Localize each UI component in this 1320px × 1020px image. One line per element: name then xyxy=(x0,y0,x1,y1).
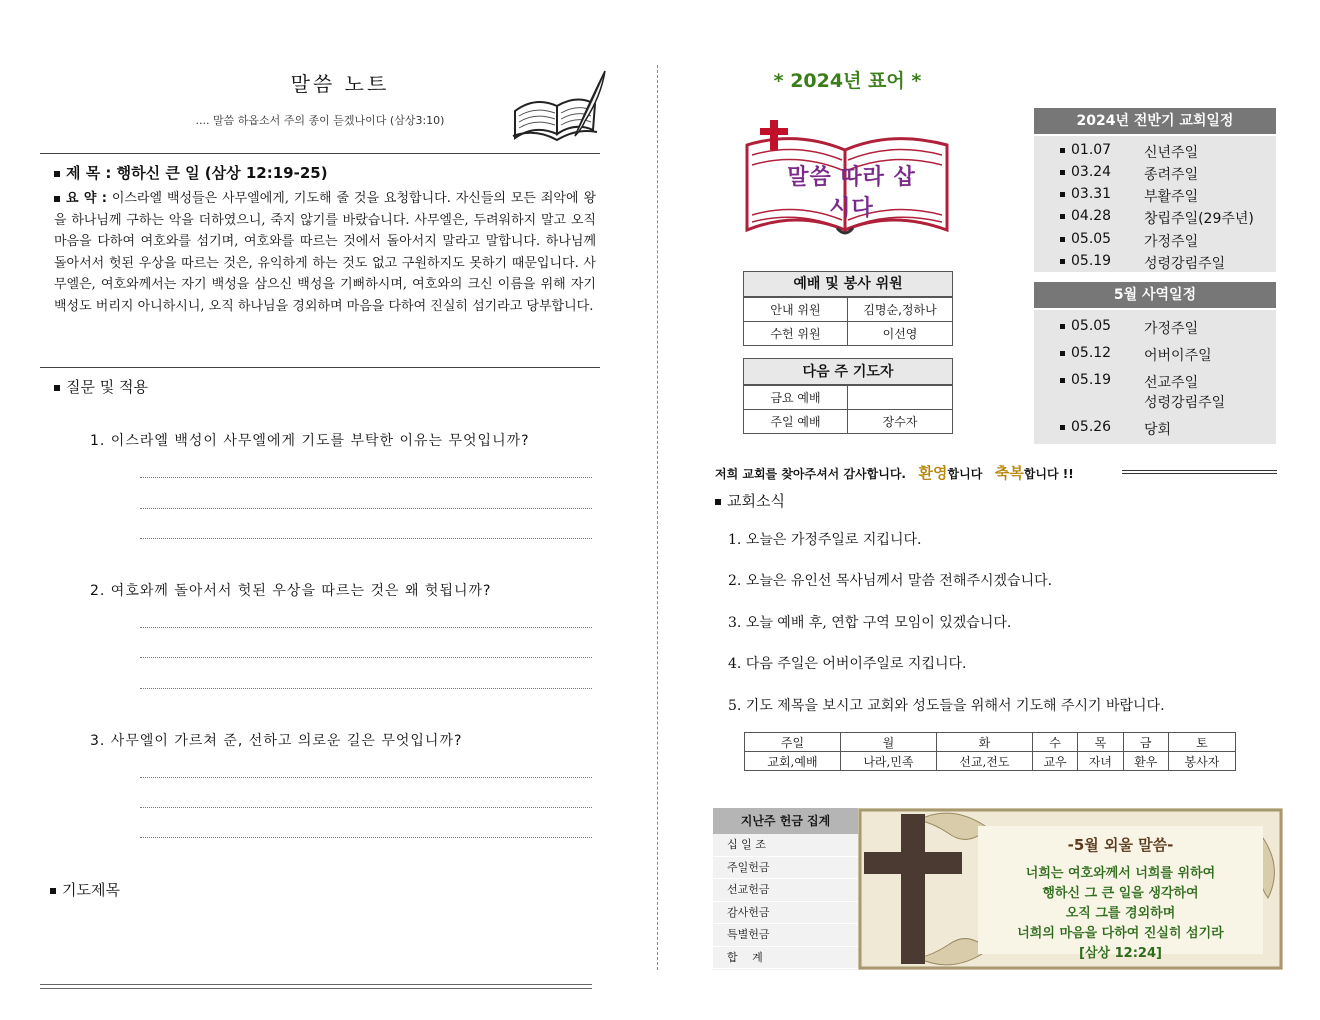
welcome-rule xyxy=(1122,470,1277,474)
service-committee-title: 예배 및 봉사 위원 xyxy=(743,271,953,297)
cross-icon xyxy=(864,814,962,964)
schedule-name: 선교주일 xyxy=(1144,375,1199,391)
news-item: 1. 오늘은 가정주일로 지킵니다. xyxy=(728,532,922,548)
answer-line[interactable] xyxy=(140,538,592,539)
schedule-name: 성령강림주일 xyxy=(1144,395,1226,411)
service-committee-table xyxy=(743,297,953,346)
schedule-date: 05.12 xyxy=(1071,345,1112,361)
day-cell: 금 xyxy=(1123,733,1168,752)
schedule-date: 05.26 xyxy=(1071,419,1112,435)
bullet-icon xyxy=(1060,192,1065,197)
offering-item: 합 계 xyxy=(713,947,858,970)
memory-verse-title: -5월 외울 말씀- xyxy=(1067,836,1174,854)
welcome-lead: 저희 교회를 찾아주셔서 감사합니다. xyxy=(715,467,906,481)
answer-line[interactable] xyxy=(140,777,592,778)
motto-title: * 2024년 표어 * xyxy=(773,70,922,92)
bullet-icon xyxy=(1060,259,1065,264)
schedule-date: 05.19 xyxy=(1071,372,1112,388)
table-row xyxy=(744,298,953,322)
table-row xyxy=(744,322,953,346)
day-cell: 화 xyxy=(936,733,1032,752)
news-item: 4. 다음 주일은 어버이주일로 지킵니다. xyxy=(728,656,967,672)
news-item: 3. 오늘 예배 후, 연합 구역 모임이 있겠습니다. xyxy=(728,615,1012,631)
sermon-title-label: 제 목 : xyxy=(66,164,112,182)
service-cell: 주일 예배 xyxy=(744,410,848,434)
note-verse: .... 말씀 하옵소서 주의 종이 듣겠나이다 (삼상3:10) xyxy=(195,114,445,127)
welcome-word: 환영 xyxy=(918,464,948,482)
divider-line xyxy=(40,153,600,154)
schedule-name: 창립주일(29주년) xyxy=(1144,211,1254,227)
table-row xyxy=(745,733,1236,752)
bullet-icon xyxy=(1060,351,1065,356)
bullet-icon xyxy=(50,888,56,894)
offering-item: 십 일 조 xyxy=(713,834,858,857)
bullet-icon xyxy=(54,171,60,177)
bullet-icon xyxy=(1060,425,1065,430)
sermon-summary xyxy=(54,188,596,317)
offering-item: 감사헌금 xyxy=(713,902,858,925)
schedule-name: 종려주일 xyxy=(1144,167,1199,183)
news-item: 2. 오늘은 유인선 목사님께서 말씀 전해주시겠습니다. xyxy=(728,573,1053,589)
summary-label: 요 약 : xyxy=(66,191,107,206)
weekly-prayer-table xyxy=(744,732,1236,771)
offering-item: 주일헌금 xyxy=(713,857,858,880)
offering-title: 지난주 헌금 집계 xyxy=(713,808,858,834)
schedule-name: 가정주일 xyxy=(1144,234,1199,250)
offering-item: 특별헌금 xyxy=(713,924,858,947)
schedule-date: 05.05 xyxy=(1071,318,1112,334)
answer-line[interactable] xyxy=(140,837,592,838)
schedule-date: 03.31 xyxy=(1071,186,1112,202)
news-item: 5. 기도 제목을 보시고 교회와 성도들을 위해서 기도해 주시기 바랍니다. xyxy=(728,698,1165,714)
bottom-rule xyxy=(40,984,592,985)
day-cell: 목 xyxy=(1078,733,1123,752)
answer-line[interactable] xyxy=(140,657,592,658)
bullet-icon xyxy=(1060,324,1065,329)
sermon-title-row xyxy=(54,162,328,183)
bottom-rule xyxy=(40,988,592,989)
topic-cell: 자녀 xyxy=(1078,752,1123,771)
topic-cell: 교우 xyxy=(1032,752,1077,771)
welcome-tail: 합니다 !! xyxy=(1023,467,1074,481)
schedule-date: 01.07 xyxy=(1071,142,1112,158)
verse-line: 너희의 마음을 다하여 진실히 섬기라 xyxy=(1017,926,1224,941)
bullet-icon xyxy=(54,385,60,391)
names-cell: 김명순,정하나 xyxy=(848,298,953,322)
news-heading xyxy=(715,490,785,511)
month-schedule xyxy=(1034,310,1276,444)
verse-line: 너희는 여호와께서 너희를 위하여 xyxy=(1025,866,1216,881)
prayer-name-cell: 장수자 xyxy=(848,410,953,434)
topic-cell: 교회,예배 xyxy=(745,752,841,771)
role-cell: 수헌 위원 xyxy=(744,322,848,346)
bullet-icon xyxy=(1060,170,1065,175)
answer-line[interactable] xyxy=(140,477,592,478)
bullet-icon xyxy=(715,499,721,505)
role-cell: 안내 위원 xyxy=(744,298,848,322)
half-year-schedule-title: 2024년 전반기 교회일정 xyxy=(1034,108,1276,134)
prayer-name-cell xyxy=(848,386,953,410)
table-row xyxy=(744,410,953,434)
day-cell: 주일 xyxy=(745,733,841,752)
bullet-icon xyxy=(1060,378,1065,383)
schedule-name: 신년주일 xyxy=(1144,145,1199,161)
sermon-title: 행하신 큰 일 (삼상 12:19-25) xyxy=(116,164,328,182)
question-2: 2. 여호와께 돌아서서 헛된 우상을 따르는 것은 왜 헛됩니까? xyxy=(90,583,492,599)
day-cell: 수 xyxy=(1032,733,1077,752)
bullet-icon xyxy=(54,196,60,202)
schedule-name: 어버이주일 xyxy=(1144,348,1212,364)
day-cell: 토 xyxy=(1168,733,1235,752)
schedule-date: 03.24 xyxy=(1071,164,1112,180)
bullet-icon xyxy=(1060,237,1065,242)
half-year-schedule xyxy=(1034,136,1276,272)
table-row xyxy=(745,752,1236,771)
schedule-name: 성령강림주일 xyxy=(1144,256,1226,272)
bullet-icon xyxy=(1060,148,1065,153)
schedule-date: 04.28 xyxy=(1071,208,1112,224)
day-cell: 월 xyxy=(840,733,936,752)
verse-panel xyxy=(978,826,1263,961)
schedule-date: 05.19 xyxy=(1071,253,1112,269)
welcome-mid: 합니다 xyxy=(947,467,983,481)
bullet-icon xyxy=(1060,214,1065,219)
answer-line[interactable] xyxy=(140,807,592,808)
page-divider xyxy=(657,65,658,970)
verse-line: 오직 그를 경외하며 xyxy=(1065,906,1176,921)
prayer-heading-text: 기도제목 xyxy=(62,881,120,899)
service-cell: 금요 예배 xyxy=(744,386,848,410)
motto-banner: 말씀 따라 삽시다 xyxy=(787,165,916,221)
question-3: 3. 사무엘이 가르쳐 준, 선하고 의로운 길은 무엇입니까? xyxy=(90,733,463,749)
questions-heading-text: 질문 및 적용 xyxy=(66,378,148,396)
offering-item: 선교헌금 xyxy=(713,879,858,902)
names-cell: 이선영 xyxy=(848,322,953,346)
next-prayer-title: 다음 주 기도자 xyxy=(743,358,953,385)
blessing-word: 축복 xyxy=(994,464,1024,482)
answer-line[interactable] xyxy=(140,508,592,509)
topic-cell: 환우 xyxy=(1123,752,1168,771)
schedule-date: 05.05 xyxy=(1071,231,1112,247)
topic-cell: 나라,민족 xyxy=(840,752,936,771)
prayer-heading xyxy=(50,879,120,900)
table-row xyxy=(744,386,953,410)
month-schedule-title: 5월 사역일정 xyxy=(1034,282,1276,308)
schedule-name: 당회 xyxy=(1144,422,1172,438)
question-1: 1. 이스라엘 백성이 사무엘에게 기도를 부탁한 이유는 무엇입니까? xyxy=(90,433,530,449)
verse-line: 행하신 그 큰 일을 생각하여 xyxy=(1042,886,1199,901)
topic-cell: 봉사자 xyxy=(1168,752,1235,771)
schedule-name: 부활주일 xyxy=(1144,189,1199,205)
questions-heading xyxy=(54,376,148,397)
verse-reference: [삼상 12:24] xyxy=(1079,946,1162,961)
news-heading-text: 교회소식 xyxy=(727,492,785,510)
divider-line xyxy=(40,367,600,368)
offering-summary xyxy=(713,808,858,970)
note-title: 말씀 노트 xyxy=(290,72,390,96)
open-book-quill-icon xyxy=(505,66,610,146)
topic-cell: 선교,전도 xyxy=(936,752,1032,771)
answer-line[interactable] xyxy=(140,627,592,628)
schedule-name: 가정주일 xyxy=(1144,321,1199,337)
answer-line[interactable] xyxy=(140,688,592,689)
summary-text: 이스라엘 백성들은 사무엘에게, 기도해 줄 것을 요청합니다. 자신들의 모든 죄악에 왕을 하나님께 구하는 악을 더하였으니, 죽지 않기를 바랐습니다. 사무엘은, 두려워하지 말고 오직 마음을 다하여 여호와를 섬기며, 여호와를 따르는 것에서 돌아서지 말라고 말합니다. 하나님께 돌아서서 헛된 우상을 따르는 것은, 유익하게 하는 것도 없고 구원하지도 못하기 때문입니다. 사무엘은, 여호와께서는 자기 백성을 삼으신 백성을 기뻐하시며, 여호와의 크신 이름을 위해 자기 백성도 버리지 아니하시니, 오직 하나님을 경외하며 마음을 다하여 진실히 섬기라고 당부합니다. xyxy=(54,191,597,314)
next-prayer-table xyxy=(743,385,953,434)
memory-verse-box xyxy=(858,808,1283,970)
